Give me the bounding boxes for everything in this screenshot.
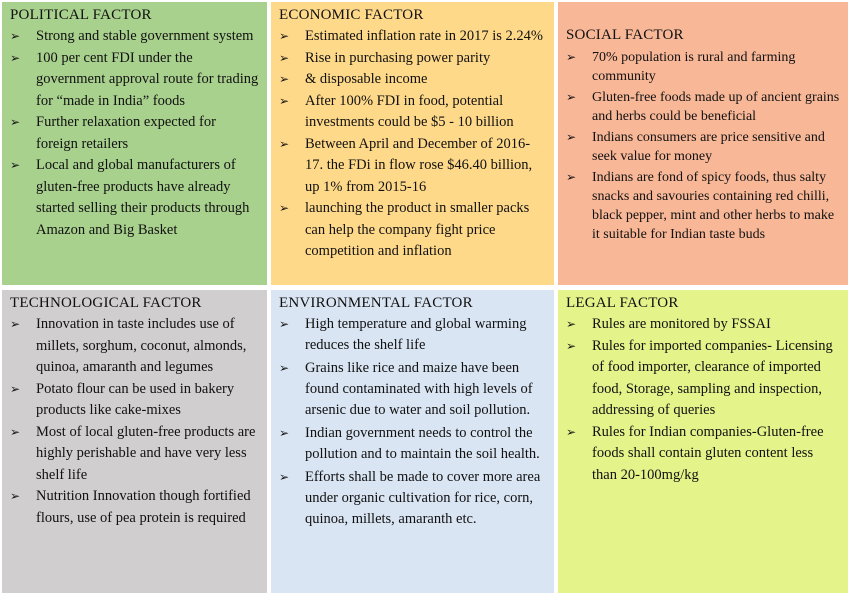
list-item-text: Rules for imported companies- Licensing of food importer, clearance of imported food, Storage, sampling and inspection, addressing of queries <box>592 337 833 418</box>
technological-factor-title: TECHNOLOGICAL FACTOR <box>10 295 202 311</box>
technological-factor-panel <box>2 290 267 593</box>
list-item-text: Efforts shall be made to cover more area under organic cultivation for rice, corn, quinoa, millets, amaranth etc. <box>305 469 541 527</box>
list-item <box>279 91 546 134</box>
list-item <box>279 134 546 199</box>
list-item <box>279 358 546 421</box>
list-item-text: Indians consumers are price sensitive and seek value for money <box>592 130 825 164</box>
environmental-factor-list <box>279 314 546 530</box>
list-item-text: 100 per cent FDI under the government approval route for trading for “made in India” foods <box>36 49 259 109</box>
environmental-factor-panel <box>271 290 554 593</box>
arrow-bullet-icon: ➢ <box>566 90 577 104</box>
arrow-bullet-icon: ➢ <box>279 361 290 375</box>
arrow-bullet-icon: ➢ <box>566 130 577 144</box>
arrow-bullet-icon: ➢ <box>10 381 21 396</box>
list-item <box>566 422 840 487</box>
list-item <box>566 88 840 126</box>
arrow-bullet-icon: ➢ <box>279 426 290 440</box>
list-item-text: High temperature and global warming reduces the shelf life <box>305 316 527 353</box>
legal-factor-panel <box>558 290 848 593</box>
arrow-bullet-icon: ➢ <box>566 424 577 439</box>
arrow-bullet-icon: ➢ <box>10 115 21 129</box>
list-item <box>10 486 259 529</box>
list-item-text: Between April and December of 2016-17. the FDi in flow rose $46.40 billion, up 1% from 2015-16 <box>305 135 533 195</box>
list-item <box>10 112 259 155</box>
list-item <box>10 314 259 379</box>
arrow-bullet-icon: ➢ <box>279 201 290 215</box>
list-item <box>279 26 546 48</box>
list-item <box>566 48 840 86</box>
social-factor-title: SOCIAL FACTOR <box>566 27 684 43</box>
list-item-text: launching the product in smaller packs can help the company fight price competition and inflation <box>305 200 530 259</box>
legal-factor-list <box>566 314 840 486</box>
list-item-text: Potato flour can be used in bakery products like cake-mixes <box>36 380 235 418</box>
list-item <box>279 314 546 356</box>
arrow-bullet-icon: ➢ <box>10 158 21 172</box>
arrow-bullet-icon: ➢ <box>10 29 21 43</box>
list-item <box>566 128 840 166</box>
arrow-bullet-icon: ➢ <box>566 170 577 184</box>
list-item-text: 70% population is rural and farming community <box>592 50 796 84</box>
arrow-bullet-icon: ➢ <box>279 136 290 151</box>
social-factor-list <box>566 48 840 244</box>
list-item-text: Indian government needs to control the pollution and to maintain the soil health. <box>305 425 540 462</box>
economic-factor-list <box>279 26 546 263</box>
arrow-bullet-icon: ➢ <box>279 470 290 484</box>
list-item <box>279 198 546 263</box>
economic-factor-title: ECONOMIC FACTOR <box>279 7 424 23</box>
list-item-text: Most of local gluten-free products are highly perishable and have very less shelf life <box>36 423 256 483</box>
technological-factor-list <box>10 314 259 529</box>
list-item-text: Rules are monitored by FSSAI <box>592 316 771 332</box>
list-item <box>10 155 259 241</box>
legal-factor-title: LEGAL FACTOR <box>566 295 679 311</box>
list-item-text: After 100% FDI in food, potential investments could be $5 - 10 billion <box>305 92 514 130</box>
list-item-text: Rules for Indian companies-Gluten-free foods shall contain gluten content less than 20-100mg/kg <box>592 423 824 483</box>
list-item <box>10 379 259 422</box>
political-factor-panel <box>2 2 267 285</box>
list-item-text: Rise in purchasing power parity <box>305 49 491 66</box>
list-item-text: Local and global manufacturers of gluten-free products have already started selling their products through Amazon and Big Basket <box>36 157 250 238</box>
list-item <box>566 168 840 244</box>
list-item-text: Nutrition Innovation though fortified flours, use of pea protein is required <box>36 488 251 526</box>
list-item <box>279 467 546 530</box>
arrow-bullet-icon: ➢ <box>279 29 290 43</box>
arrow-bullet-icon: ➢ <box>10 489 21 503</box>
arrow-bullet-icon: ➢ <box>279 50 290 65</box>
list-item-text: Gluten-free foods made up of ancient grains and herbs could be beneficial <box>592 90 840 124</box>
list-item-text: Strong and stable government system <box>36 28 254 44</box>
arrow-bullet-icon: ➢ <box>566 338 577 353</box>
social-factor-panel <box>558 2 848 285</box>
arrow-bullet-icon: ➢ <box>279 72 290 86</box>
list-item <box>279 69 546 91</box>
arrow-bullet-icon: ➢ <box>279 93 290 108</box>
list-item-text: Further relaxation expected for foreign retailers <box>36 114 216 152</box>
environmental-factor-title: ENVIRONMENTAL FACTOR <box>279 295 473 311</box>
list-item-text: & disposable income <box>305 71 428 87</box>
list-item-text: Grains like rice and maize have been found contaminated with high levels of arsenic due to water and soil pollution. <box>305 360 533 418</box>
list-item <box>10 422 259 487</box>
list-item <box>10 26 259 48</box>
list-item <box>279 48 546 70</box>
arrow-bullet-icon: ➢ <box>566 50 577 64</box>
list-item <box>279 423 546 465</box>
list-item <box>566 314 840 336</box>
arrow-bullet-icon: ➢ <box>10 50 21 65</box>
arrow-bullet-icon: ➢ <box>10 424 21 439</box>
arrow-bullet-icon: ➢ <box>279 317 290 331</box>
list-item <box>10 48 259 113</box>
list-item-text: Innovation in taste includes use of millets, sorghum, coconut, almonds, quinoa, amaranth and legumes <box>36 316 247 375</box>
political-factor-title: POLITICAL FACTOR <box>10 7 152 23</box>
political-factor-list <box>10 26 259 241</box>
list-item-text: Estimated inflation rate in 2017 is 2.24% <box>305 28 543 44</box>
list-item <box>566 336 840 422</box>
arrow-bullet-icon: ➢ <box>566 317 577 331</box>
economic-factor-panel <box>271 2 554 285</box>
arrow-bullet-icon: ➢ <box>10 317 21 331</box>
list-item-text: Indians are fond of spicy foods, thus salty snacks and savouries containing red chilli, black pepper, mint and other herbs to make it suitable for Indian taste buds <box>592 170 835 242</box>
